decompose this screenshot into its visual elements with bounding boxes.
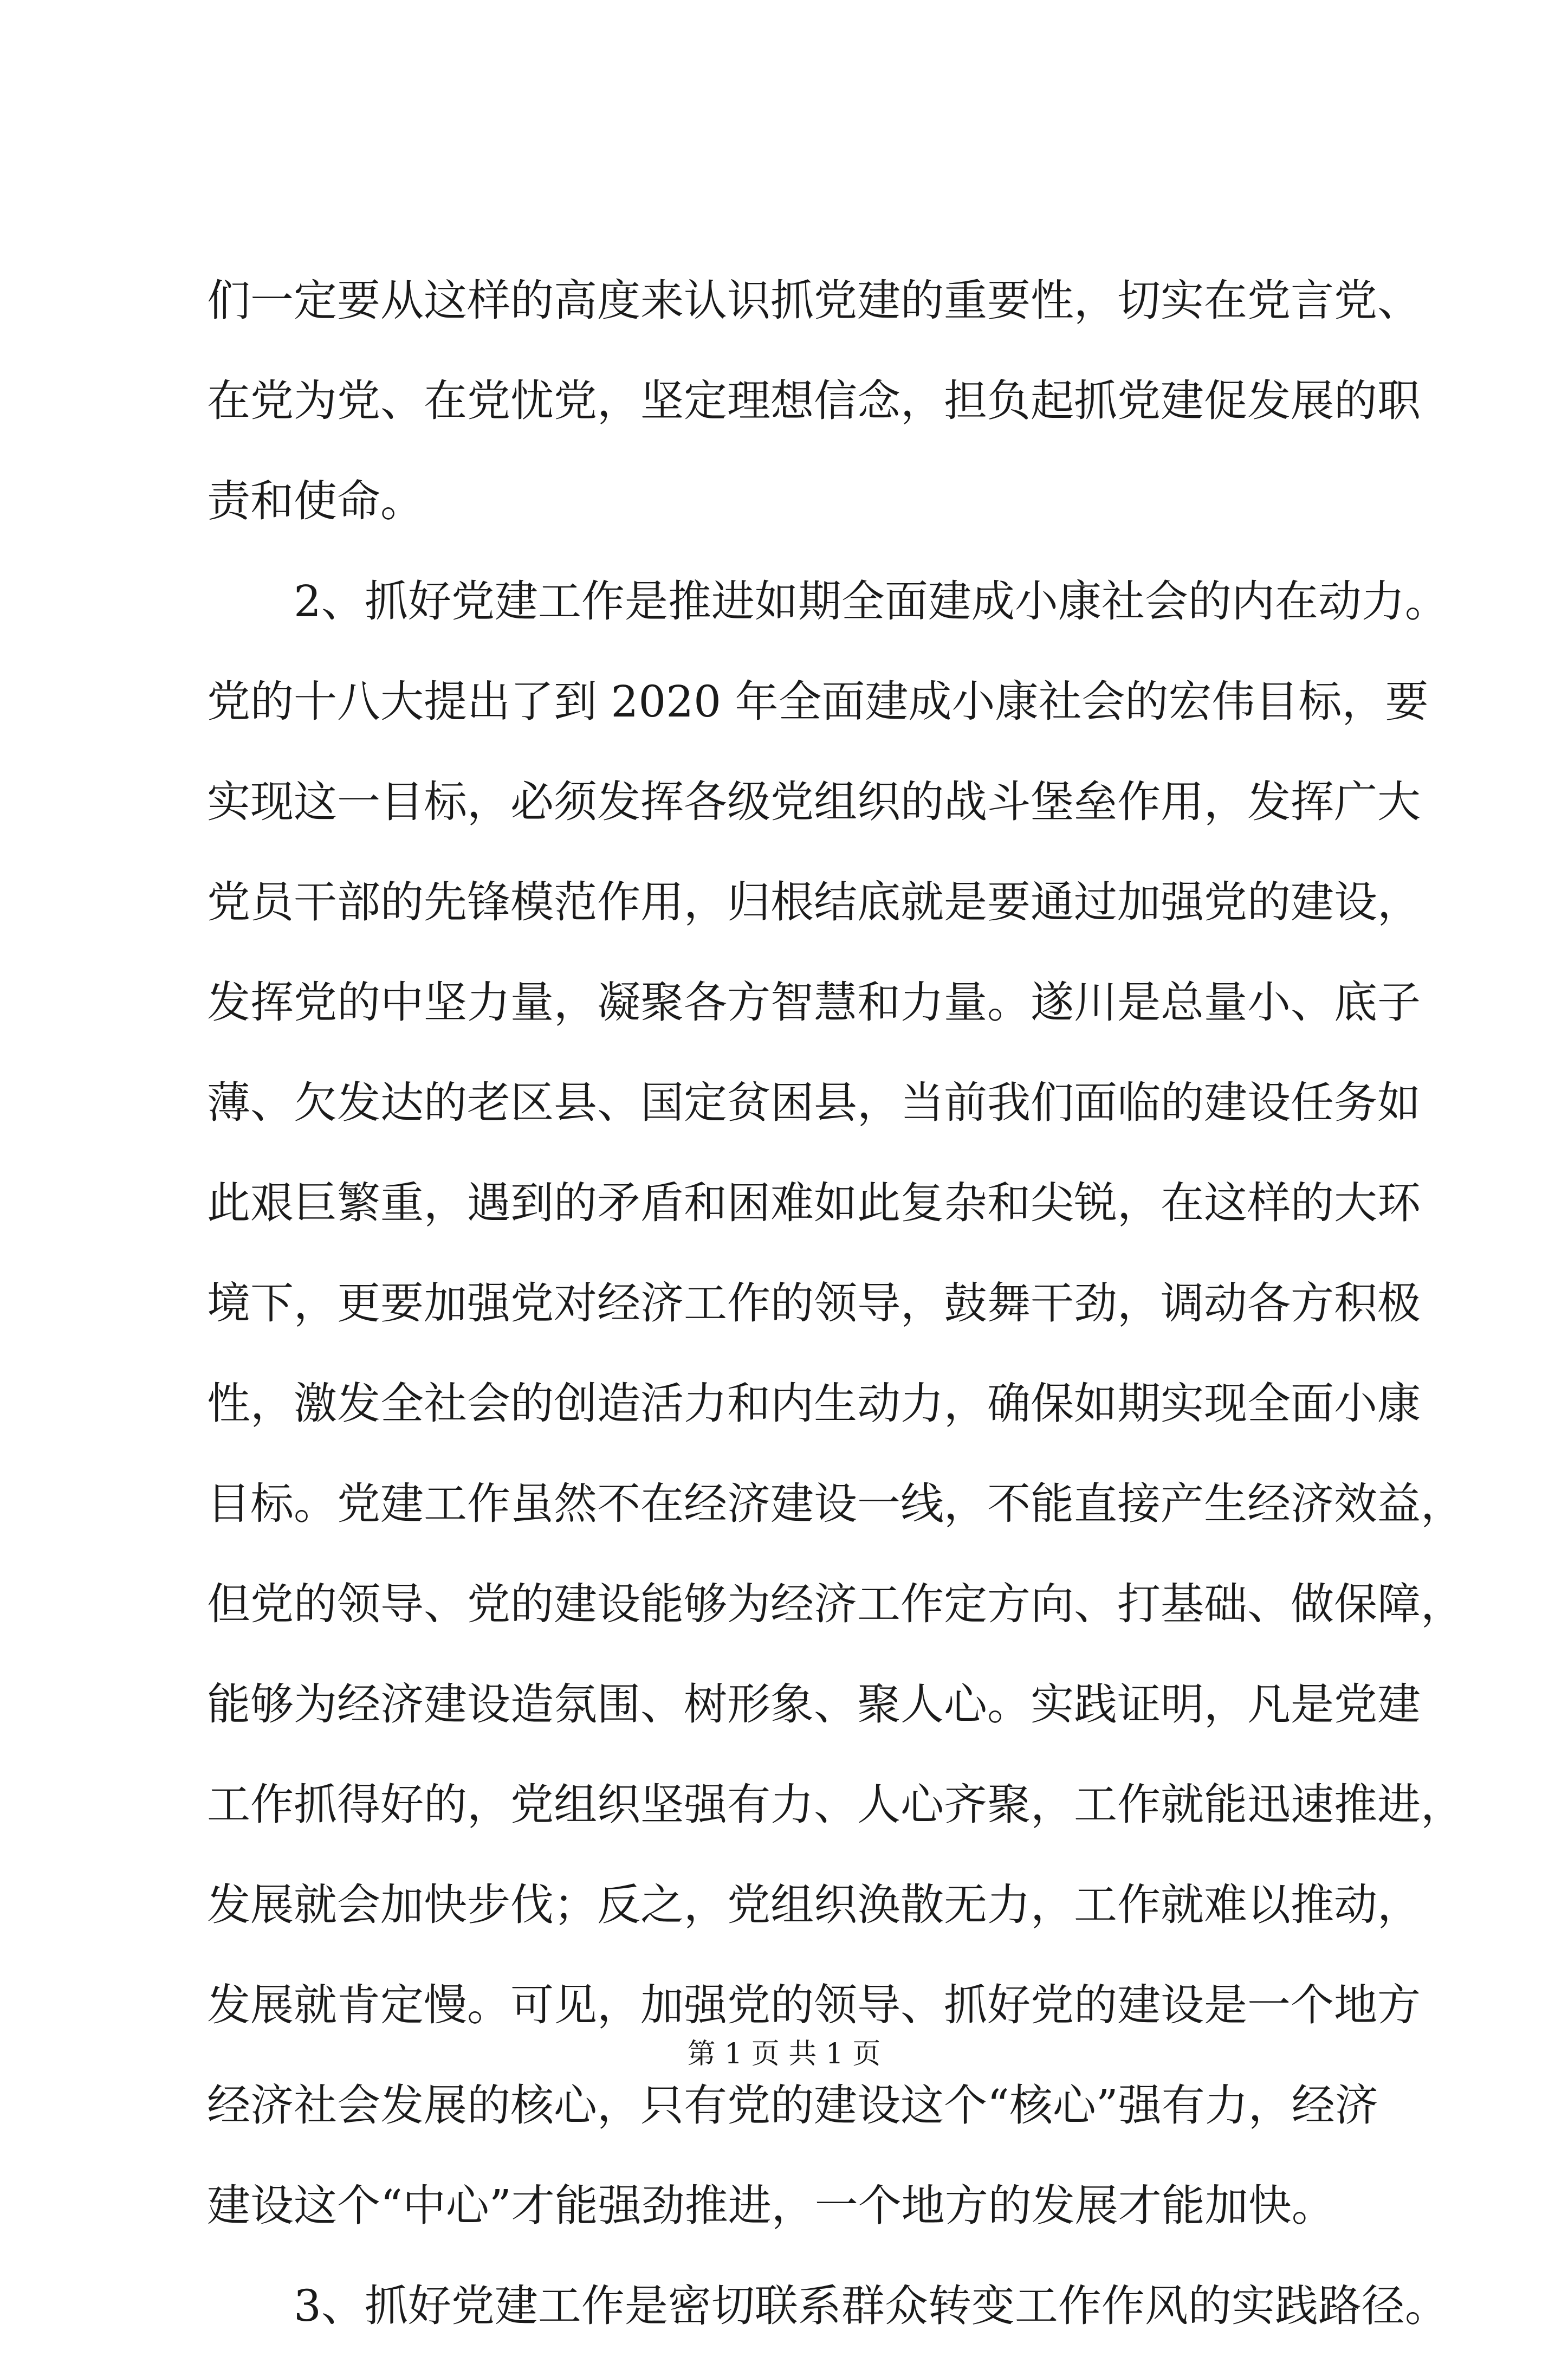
text-line: 发展就肯定慢。可见，加强党的领导、抓好党的建设是一个地方: [207, 1980, 1421, 2030]
text-line: 在党为党、在党忧党，坚定理想信念，担负起抓党建促发展的职: [207, 376, 1421, 426]
page-number-label: 第 1 页 共 1 页: [687, 2038, 881, 2070]
text-line: 发展就会加快步伐；反之，党组织涣散无力，工作就难以推动，: [207, 1880, 1421, 1930]
text-line: 责和使命。: [207, 476, 424, 526]
page-footer: [0, 2032, 1568, 2076]
text-line: 工作抓得好的，党组织坚强有力、人心齐聚，工作就能迅速推进，: [207, 1779, 1464, 1830]
text-line: 境下，更要加强党对经济工作的领导，鼓舞干劲，调动各方积极: [207, 1278, 1421, 1328]
text-line: 经济社会发展的核心，只有党的建设这个“核心”强有力，经济: [207, 2080, 1378, 2131]
text-line: 能够为经济建设造氛围、树形象、聚人心。实践证明，凡是党建: [207, 1679, 1421, 1729]
text-line: 性，激发全社会的创造活力和内生动力，确保如期实现全面小康: [207, 1378, 1421, 1429]
text-line-indented: 2、抓好党建工作是推进如期全面建成小康社会的内在动力。: [294, 576, 1448, 627]
text-line: 但党的领导、党的建设能够为经济工作定方向、打基础、做保障，: [207, 1579, 1464, 1629]
text-line: 发挥党的中坚力量，凝聚各方智慧和力量。遂川是总量小、底子: [207, 977, 1421, 1028]
text-line: 建设这个“中心”才能强劲推进，一个地方的发展才能加快。: [207, 2180, 1335, 2231]
text-line: 们一定要从这样的高度来认识抓党建的重要性，切实在党言党、: [207, 275, 1421, 326]
text-line: 目标。党建工作虽然不在经济建设一线，不能直接产生经济效益，: [207, 1479, 1464, 1529]
text-line: 党的十八大提出了到 2020 年全面建成小康社会的宏伟目标，要: [207, 676, 1429, 727]
text-line-indented: 3、抓好党建工作是密切联系群众转变工作作风的实践路径。: [294, 2281, 1448, 2331]
text-line: 党员干部的先锋模范作用，归根结底就是要通过加强党的建设，: [207, 877, 1421, 927]
text-line: 此艰巨繁重，遇到的矛盾和困难如此复杂和尖锐，在这样的大环: [207, 1178, 1421, 1228]
text-line: 薄、欠发达的老区县、国定贫困县，当前我们面临的建设任务如: [207, 1077, 1421, 1128]
text-line: 实现这一目标，必须发挥各级党组织的战斗堡垒作用，发挥广大: [207, 777, 1421, 827]
